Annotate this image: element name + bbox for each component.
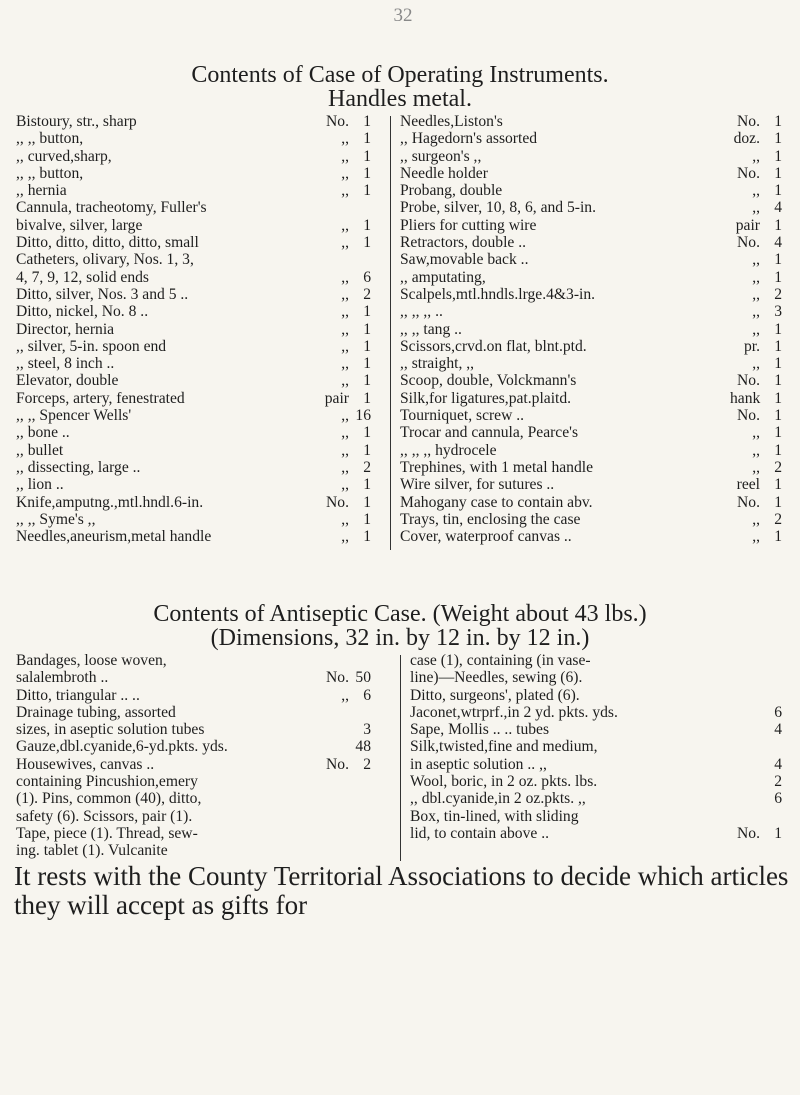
- list-item: [16, 424, 371, 441]
- item-name: Trays, tin, enclosing the case: [400, 510, 581, 528]
- item-quantity: 1: [774, 337, 782, 355]
- item-name: ing. tablet (1). Vulcanite: [16, 842, 168, 860]
- list-item: [410, 825, 782, 842]
- item-quantity: 1: [774, 441, 782, 459]
- list-item: [400, 251, 782, 268]
- item-unit: ,,: [752, 441, 760, 459]
- list-item: [400, 286, 782, 303]
- item-name: Knife,amputng.,mtl.hndl.6-in.: [16, 493, 204, 511]
- item-name: Silk,twisted,fine and medium,: [410, 738, 598, 756]
- item-unit: pair: [735, 216, 760, 234]
- item-quantity: 1: [774, 182, 782, 200]
- list-item: [16, 511, 371, 528]
- list-item: [400, 234, 782, 251]
- item-name: Director, hernia: [16, 320, 115, 338]
- item-name: ,, lion ..: [16, 476, 64, 494]
- list-item: [16, 790, 371, 807]
- item-unit: ,,: [341, 216, 349, 234]
- item-name: ,, dbl.cyanide,in 2 oz.pkts. ,,: [410, 790, 586, 808]
- item-name: ,, surgeon's ,,: [400, 147, 482, 165]
- item-name: Trocar and cannula, Pearce's: [400, 424, 579, 442]
- section-title: Contents of Case of Operating Instruments.: [191, 62, 609, 88]
- item-name: case (1), containing (in vase-: [410, 652, 591, 669]
- item-unit: ,,: [341, 686, 349, 704]
- list-item: [400, 130, 782, 147]
- item-unit: ,,: [341, 441, 349, 459]
- item-quantity: 1: [363, 216, 371, 234]
- instrument-list-left: [16, 113, 371, 545]
- list-item: [16, 286, 371, 303]
- item-unit: ,,: [752, 199, 760, 217]
- item-name: Ditto, nickel, No. 8 ..: [16, 303, 149, 321]
- item-quantity: 1: [363, 424, 371, 442]
- item-unit: pr.: [743, 337, 760, 355]
- item-unit: No.: [737, 824, 760, 842]
- item-name: ,, ,, button,: [16, 130, 84, 148]
- item-unit: ,,: [341, 234, 349, 252]
- item-unit: ,,: [752, 251, 760, 269]
- list-item: [400, 165, 782, 182]
- item-unit: ,,: [341, 407, 349, 425]
- item-unit: ,,: [341, 424, 349, 442]
- item-unit: doz.: [733, 130, 760, 148]
- item-quantity: 1: [363, 130, 371, 148]
- item-name: Probang, double: [400, 182, 503, 200]
- item-unit: ,,: [752, 303, 760, 321]
- item-unit: [730, 721, 760, 738]
- item-unit: ,,: [752, 147, 760, 165]
- item-name: Box, tin-lined, with sliding: [410, 807, 579, 825]
- list-item: [400, 459, 782, 476]
- item-name: Forceps, artery, fenestrated: [16, 389, 185, 407]
- item-name: ,, Hagedorn's assorted: [400, 130, 538, 148]
- item-quantity: 1: [363, 441, 371, 459]
- item-name: Ditto, surgeons', plated (6).: [410, 686, 580, 704]
- list-item: [16, 251, 371, 268]
- item-quantity: 1: [363, 510, 371, 528]
- item-name: Scoop, double, Volckmann's: [400, 372, 577, 390]
- list-item: [16, 825, 371, 842]
- item-quantity: 1: [363, 528, 371, 546]
- item-unit: ,,: [752, 510, 760, 528]
- item-quantity: 4: [774, 234, 782, 252]
- item-name: Jaconet,wtrprf.,in 2 yd. pkts. yds.: [410, 703, 618, 721]
- list-item: [16, 842, 371, 859]
- list-item: [16, 476, 371, 493]
- list-item: [16, 687, 371, 704]
- item-name: Sape, Mollis .. .. tubes: [410, 721, 550, 739]
- list-item: [400, 338, 782, 355]
- list-item: [400, 442, 782, 459]
- item-unit: ,,: [752, 528, 760, 546]
- item-quantity: 1: [774, 528, 782, 546]
- item-unit: No.: [737, 164, 760, 182]
- item-unit: pair: [324, 389, 349, 407]
- list-item: [16, 130, 371, 147]
- item-name: containing Pincushion,emery: [16, 773, 198, 791]
- list-item: [400, 182, 782, 199]
- list-item: [16, 182, 371, 199]
- item-name: Gauze,dbl.cyanide,6-yd.pkts. yds.: [16, 738, 228, 756]
- item-quantity: 2: [774, 510, 782, 528]
- item-quantity: 1: [363, 303, 371, 321]
- item-quantity: 4: [774, 199, 782, 217]
- item-quantity: 1: [774, 130, 782, 148]
- item-name: bivalve, silver, large: [16, 216, 143, 234]
- list-item: [16, 269, 371, 286]
- item-name: Needles,aneurism,metal handle: [16, 528, 212, 546]
- list-item: [16, 217, 371, 234]
- antiseptic-dimensions: (Dimensions, 32 in. by 12 in. by 12 in.): [210, 625, 590, 651]
- item-quantity: 50: [355, 669, 371, 687]
- list-item: [410, 790, 782, 807]
- list-item: [410, 808, 782, 825]
- list-item: [16, 442, 371, 459]
- item-unit: ,,: [341, 476, 349, 494]
- item-quantity: 2: [363, 755, 371, 773]
- column-divider: [390, 116, 391, 550]
- item-quantity: 1: [774, 476, 782, 494]
- item-name: ,, ,, tang ..: [400, 320, 462, 338]
- item-name: Elevator, double: [16, 372, 119, 390]
- item-name: ,, amputating,: [400, 268, 486, 286]
- item-name: ,, silver, 5-in. spoon end: [16, 337, 167, 355]
- item-name: ,, straight, ,,: [400, 355, 475, 373]
- list-item: [16, 355, 371, 372]
- list-item: [400, 511, 782, 528]
- item-quantity: 1: [363, 476, 371, 494]
- item-name: ,, curved,sharp,: [16, 147, 112, 165]
- item-name: Cover, waterproof canvas ..: [400, 528, 572, 546]
- item-unit: ,,: [752, 424, 760, 442]
- item-unit: ,,: [341, 372, 349, 390]
- item-quantity: 3: [363, 721, 371, 739]
- item-name: Catheters, olivary, Nos. 1, 3,: [16, 251, 194, 269]
- list-item: [16, 199, 371, 216]
- item-unit: ,,: [341, 355, 349, 373]
- list-item: [400, 113, 782, 130]
- item-name: Scissors,crvd.on flat, blnt.ptd.: [400, 337, 587, 355]
- item-name: salalembroth ..: [16, 669, 109, 687]
- list-item: [410, 721, 782, 738]
- item-quantity: 1: [774, 389, 782, 407]
- antiseptic-list-left: [16, 652, 371, 860]
- item-unit: ,,: [752, 355, 760, 373]
- item-quantity: 1: [363, 234, 371, 252]
- item-name: ,, bone ..: [16, 424, 70, 442]
- list-item: [16, 113, 371, 130]
- item-unit: No.: [326, 669, 349, 687]
- item-unit: [319, 738, 349, 755]
- item-unit: ,,: [752, 458, 760, 476]
- item-unit: ,,: [341, 147, 349, 165]
- item-unit: ,,: [752, 182, 760, 200]
- footer-text: It rests with the County Territorial Associations to decide which articles they will accept as gifts for: [14, 861, 789, 920]
- list-item: [400, 269, 782, 286]
- item-quantity: 1: [363, 147, 371, 165]
- item-unit: ,,: [752, 285, 760, 303]
- item-name: Tape, piece (1). Thread, sew-: [16, 824, 198, 842]
- item-unit: reel: [736, 476, 760, 494]
- item-name: Needles,Liston's: [400, 113, 503, 130]
- list-item: [16, 372, 371, 389]
- item-name: Scalpels,mtl.hndls.lrge.4&3-in.: [400, 285, 596, 303]
- page-number: 32: [393, 5, 413, 26]
- list-item: [400, 424, 782, 441]
- list-item: [16, 234, 371, 251]
- item-name: ,, ,, Syme's ,,: [16, 510, 96, 528]
- antiseptic-list-right: [410, 652, 782, 842]
- item-quantity: 1: [774, 493, 782, 511]
- item-unit: ,,: [341, 268, 349, 286]
- list-item: [16, 407, 371, 424]
- column-divider-2: [400, 655, 401, 861]
- item-unit: No.: [737, 493, 760, 511]
- item-name: ,, dissecting, large ..: [16, 458, 141, 476]
- list-item: [410, 773, 782, 790]
- list-item: [16, 704, 371, 721]
- list-item: [400, 390, 782, 407]
- item-quantity: 1: [774, 164, 782, 182]
- list-item: [16, 338, 371, 355]
- list-item: [410, 738, 782, 755]
- item-quantity: 6: [774, 790, 782, 808]
- item-unit: ,,: [341, 458, 349, 476]
- item-name: Saw,movable back ..: [400, 251, 529, 269]
- item-unit: ,,: [341, 510, 349, 528]
- item-unit: ,,: [752, 320, 760, 338]
- list-item: [16, 669, 371, 686]
- item-quantity: 1: [774, 424, 782, 442]
- item-unit: No.: [737, 407, 760, 425]
- list-item: [16, 148, 371, 165]
- list-item: [410, 669, 782, 686]
- item-unit: No.: [737, 113, 760, 130]
- item-quantity: 4: [774, 755, 782, 773]
- list-item: [400, 494, 782, 511]
- item-name: Tourniquet, screw ..: [400, 407, 525, 425]
- list-item: [410, 687, 782, 704]
- item-quantity: 4: [774, 721, 782, 739]
- item-name: Cannula, tracheotomy, Fuller's: [16, 199, 207, 217]
- item-quantity: 16: [355, 407, 371, 425]
- list-item: [410, 652, 782, 669]
- item-quantity: 1: [774, 113, 782, 130]
- item-name: Housewives, canvas ..: [16, 755, 155, 773]
- item-unit: hank: [730, 389, 761, 407]
- list-item: [400, 372, 782, 389]
- item-unit: ,,: [341, 337, 349, 355]
- item-name: Bandages, loose woven,: [16, 652, 167, 669]
- item-name: Probe, silver, 10, 8, 6, and 5-in.: [400, 199, 597, 217]
- item-unit: No.: [326, 113, 349, 130]
- item-name: Drainage tubing, assorted: [16, 703, 176, 721]
- item-name: ,, hernia: [16, 182, 67, 200]
- item-quantity: 6: [363, 686, 371, 704]
- item-quantity: 1: [363, 493, 371, 511]
- item-name: 4, 7, 9, 12, solid ends: [16, 268, 149, 286]
- item-unit: ,,: [341, 130, 349, 148]
- item-unit: ,,: [341, 285, 349, 303]
- item-name: ,, ,, button,: [16, 164, 84, 182]
- item-name: ,, bullet: [16, 441, 64, 459]
- item-unit: No.: [326, 493, 349, 511]
- item-name: ,, steel, 8 inch ..: [16, 355, 115, 373]
- item-unit: [730, 773, 760, 790]
- item-name: safety (6). Scissors, pair (1).: [16, 807, 193, 825]
- item-unit: No.: [737, 372, 760, 390]
- item-unit: ,,: [341, 528, 349, 546]
- item-quantity: 1: [774, 355, 782, 373]
- list-item: [400, 321, 782, 338]
- item-name: Pliers for cutting wire: [400, 216, 537, 234]
- item-unit: No.: [326, 755, 349, 773]
- list-item: [16, 303, 371, 320]
- item-unit: ,,: [752, 268, 760, 286]
- list-item: [400, 303, 782, 320]
- item-unit: ,,: [341, 320, 349, 338]
- item-name: Wool, boric, in 2 oz. pkts. lbs.: [410, 773, 598, 791]
- item-quantity: 1: [774, 407, 782, 425]
- list-item: [16, 738, 371, 755]
- list-item: [16, 321, 371, 338]
- item-quantity: 1: [363, 320, 371, 338]
- item-unit: No.: [737, 234, 760, 252]
- item-name: Wire silver, for sutures ..: [400, 476, 555, 494]
- item-quantity: 1: [774, 216, 782, 234]
- list-item: [400, 355, 782, 372]
- item-name: Silk,for ligatures,pat.plaitd.: [400, 389, 572, 407]
- list-item: [16, 808, 371, 825]
- item-unit: ,,: [341, 303, 349, 321]
- item-quantity: 1: [774, 147, 782, 165]
- item-quantity: 2: [774, 285, 782, 303]
- item-quantity: 48: [355, 738, 371, 756]
- list-item: [400, 528, 782, 545]
- item-quantity: 1: [363, 164, 371, 182]
- list-item: [16, 721, 371, 738]
- list-item: [16, 773, 371, 790]
- item-unit: [730, 704, 760, 721]
- section-subtitle: Handles metal.: [328, 86, 472, 112]
- list-item: [400, 148, 782, 165]
- item-name: lid, to contain above ..: [410, 824, 550, 842]
- item-quantity: 2: [363, 458, 371, 476]
- item-quantity: 1: [774, 320, 782, 338]
- item-quantity: 1: [363, 182, 371, 200]
- item-name: Ditto, silver, Nos. 3 and 5 ..: [16, 285, 189, 303]
- item-quantity: 6: [363, 268, 371, 286]
- item-unit: ,,: [341, 164, 349, 182]
- item-quantity: 2: [774, 458, 782, 476]
- item-name: ,, ,, ,, hydrocele: [400, 441, 497, 459]
- list-item: [400, 217, 782, 234]
- list-item: [16, 165, 371, 182]
- item-name: ,, ,, ,, ..: [400, 303, 443, 321]
- item-unit: [319, 721, 349, 738]
- item-quantity: 6: [774, 703, 782, 721]
- item-quantity: 1: [363, 389, 371, 407]
- list-item: [16, 459, 371, 476]
- list-item: [400, 407, 782, 424]
- item-name: line)—Needles, sewing (6).: [410, 669, 583, 687]
- item-name: Ditto, ditto, ditto, ditto, small: [16, 234, 199, 252]
- list-item: [410, 756, 782, 773]
- item-quantity: 1: [774, 251, 782, 269]
- item-name: in aseptic solution .. ,,: [410, 755, 547, 773]
- item-name: Needle holder: [400, 164, 488, 182]
- list-item: [16, 652, 371, 669]
- item-quantity: 1: [774, 268, 782, 286]
- item-name: (1). Pins, common (40), ditto,: [16, 790, 202, 808]
- item-quantity: 2: [363, 285, 371, 303]
- item-quantity: 1: [774, 824, 782, 842]
- item-name: Trephines, with 1 metal handle: [400, 458, 594, 476]
- item-quantity: 1: [363, 337, 371, 355]
- item-quantity: 3: [774, 303, 782, 321]
- item-unit: [730, 790, 760, 807]
- list-item: [16, 494, 371, 511]
- item-quantity: 2: [774, 773, 782, 791]
- item-name: ,, ,, Spencer Wells': [16, 407, 132, 425]
- item-name: Mahogany case to contain abv.: [400, 493, 593, 511]
- item-name: Ditto, triangular .. ..: [16, 686, 140, 704]
- list-item: [16, 390, 371, 407]
- item-quantity: 1: [363, 113, 371, 130]
- item-name: Retractors, double ..: [400, 234, 527, 252]
- instrument-list-right: [400, 113, 782, 545]
- list-item: [410, 704, 782, 721]
- item-quantity: 1: [363, 372, 371, 390]
- list-item: [16, 528, 371, 545]
- antiseptic-title: Contents of Antiseptic Case. (Weight about 43 lbs.): [153, 601, 647, 627]
- item-unit: ,,: [341, 182, 349, 200]
- list-item: [400, 199, 782, 216]
- item-quantity: 1: [774, 372, 782, 390]
- item-name: Bistoury, str., sharp: [16, 113, 137, 130]
- item-unit: [730, 756, 760, 773]
- list-item: [400, 476, 782, 493]
- item-quantity: 1: [363, 355, 371, 373]
- list-item: [16, 756, 371, 773]
- item-name: sizes, in aseptic solution tubes: [16, 721, 205, 739]
